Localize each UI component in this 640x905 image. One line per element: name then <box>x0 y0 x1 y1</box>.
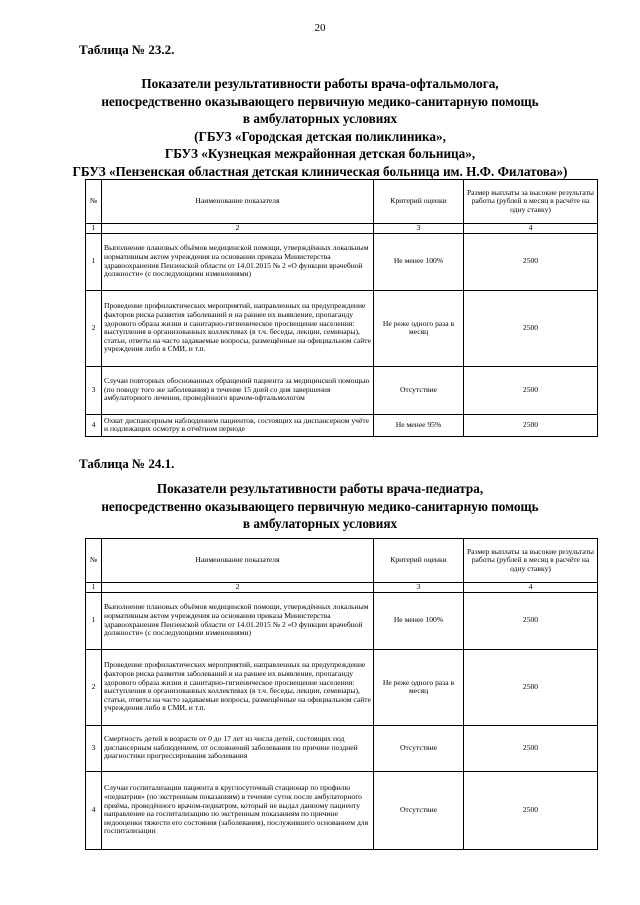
header-cell: № <box>86 539 102 583</box>
table-row <box>86 649 598 725</box>
table-row <box>86 592 598 649</box>
row-number: 1 <box>86 592 102 649</box>
payment: 2500 <box>464 771 598 849</box>
criterion: Не реже одного раза в месяц <box>374 290 464 366</box>
column-number: 1 <box>86 583 102 593</box>
table-label: Таблица № 24.1. <box>79 456 175 471</box>
header-cell: Размер выплаты за высокие результаты работы (рублей в месяц в расчёте на одну ставку) <box>464 539 598 583</box>
table-row <box>86 366 598 414</box>
payment: 2500 <box>464 290 598 366</box>
heading-line: в амбулаторных условиях <box>242 111 398 127</box>
column-number: 1 <box>86 224 102 234</box>
criterion: Отсутствие <box>374 366 464 414</box>
table-heading <box>0 480 640 533</box>
payment: 2500 <box>464 414 598 436</box>
indicator-name: Случаи повторных обоснованных обращений пациента за медицинской помощью (по поводу того же заболевания) в течение 15 дней со дня завершения амбулаторного лечения, проведённого врачом-офтальмологом <box>102 366 374 414</box>
indicator-name: Проведение профилактических мероприятий, направленных на предупреждение факторов риска развития заболеваний и на раннее их выявление, пропаганду здорового образа жизни и санитарно-гигиеническое просвещение населения: выступления в организованных коллективах (в т.ч. беседы, лекции, семинары), статьи, ответы на часто задаваемые вопросы, размещённые на официальном сайте учреждения либо в СМИ, и т.п. <box>102 649 374 725</box>
column-number-row <box>86 583 598 593</box>
criterion: Не менее 95% <box>374 414 464 436</box>
heading-line: непосредственно оказывающего первичную медико-санитарную помощь <box>101 498 539 514</box>
header-cell: Критерий оценки <box>374 180 464 224</box>
indicator-name: Смертность детей в возрасте от 0 до 17 лет из числа детей, состоящих под диспансерным наблюдением, от осложнений заболевания по причине поздней диагностики прогрессирования заболевания <box>102 725 374 771</box>
indicator-name: Охват диспансерным наблюдением пациентов, состоящих на диспансерном учёте и подлежащих осмотру в отчётном периоде <box>102 414 374 436</box>
heading-line: Показатели результативности работы врача-офтальмолога, <box>141 76 499 91</box>
payment: 2500 <box>464 725 598 771</box>
heading-line: Показатели результативности работы врача-педиатра, <box>156 481 484 496</box>
column-number: 2 <box>102 583 374 593</box>
header-cell: Наименование показателя <box>102 180 374 224</box>
payment: 2500 <box>464 366 598 414</box>
payment: 2500 <box>464 649 598 725</box>
indicator-name: Выполнение плановых объёмов медицинской помощи, утверждённых локальным нормативным актом учреждения на основании приказа Министерства здравоохранения Пензенской области от 14.01.2015 № 2 «О функции врачебной должности» (с последующими изменениями) <box>102 592 374 649</box>
payment: 2500 <box>464 592 598 649</box>
header-row <box>86 180 598 224</box>
header-cell: Наименование показателя <box>102 539 374 583</box>
criterion: Не менее 100% <box>374 233 464 290</box>
table-heading <box>0 75 640 181</box>
row-number: 2 <box>86 649 102 725</box>
payment: 2500 <box>464 233 598 290</box>
row-number: 3 <box>86 366 102 414</box>
indicator-name: Проведение профилактических мероприятий, направленных на предупреждение факторов риска развития заболеваний и на раннее их выявление, пропаганду здорового образа жизни и санитарно-гигиеническое просвещение населения: выступления в организованных коллективах (в т.ч. беседы, лекции, семинары), статьи, ответы на часто задаваемые вопросы, размещённые на официальном сайте учреждения либо в СМИ, и т.п. <box>102 290 374 366</box>
row-number: 4 <box>86 414 102 436</box>
table-row <box>86 771 598 849</box>
table-row <box>86 290 598 366</box>
table-row <box>86 233 598 290</box>
heading-line: непосредственно оказывающего первичную медико-санитарную помощь <box>101 93 539 109</box>
heading-line: в амбулаторных условиях <box>242 516 398 532</box>
criterion: Не реже одного раза в месяц <box>374 649 464 725</box>
heading-line: ГБУЗ «Пензенская областная детская клиническая больница им. Н.Ф. Филатова») <box>72 163 568 179</box>
row-number: 3 <box>86 725 102 771</box>
header-cell: Размер выплаты за высокие результаты работы (рублей в месяц в расчёте на одну ставку) <box>464 180 598 224</box>
page-number: 20 <box>314 22 326 34</box>
header-row <box>86 539 598 583</box>
indicators-table <box>85 538 598 850</box>
row-number: 4 <box>86 771 102 849</box>
indicator-name: Случаи госпитализации пациента в круглосуточный стационар по профилю «педиатрия» (по экстренным показаниям) в течение суток после амбулаторного приёма, проведённого врачом-педиатром, который не выдал данному пациенту направление на госпитализацию по экстренным показаниям по причине недооценки тяжести его состояния (заболевания), послужившего основанием для госпитализации <box>102 771 374 849</box>
indicators-table <box>85 179 598 437</box>
heading-line: (ГБУЗ «Городская детская поликлиника», <box>194 128 446 144</box>
table-row <box>86 725 598 771</box>
column-number-row <box>86 224 598 234</box>
column-number: 3 <box>374 583 464 593</box>
column-number: 3 <box>374 224 464 234</box>
criterion: Не менее 100% <box>374 592 464 649</box>
header-cell: Критерий оценки <box>374 539 464 583</box>
heading-line: ГБУЗ «Кузнецкая межрайонная детская больница», <box>164 146 476 162</box>
column-number: 2 <box>102 224 374 234</box>
row-number: 1 <box>86 233 102 290</box>
criterion: Отсутствие <box>374 771 464 849</box>
column-number: 4 <box>464 224 598 234</box>
row-number: 2 <box>86 290 102 366</box>
indicator-name: Выполнение плановых объёмов медицинской помощи, утверждённых локальным нормативным актом учреждения на основании приказа Министерства здравоохранения Пензенской области от 14.01.2015 № 2 «О функции врачебной должности» (с последующими изменениями) <box>102 233 374 290</box>
table-label: Таблица № 23.2. <box>79 42 175 57</box>
column-number: 4 <box>464 583 598 593</box>
header-cell: № <box>86 180 102 224</box>
criterion: Отсутствие <box>374 725 464 771</box>
table-row <box>86 414 598 436</box>
